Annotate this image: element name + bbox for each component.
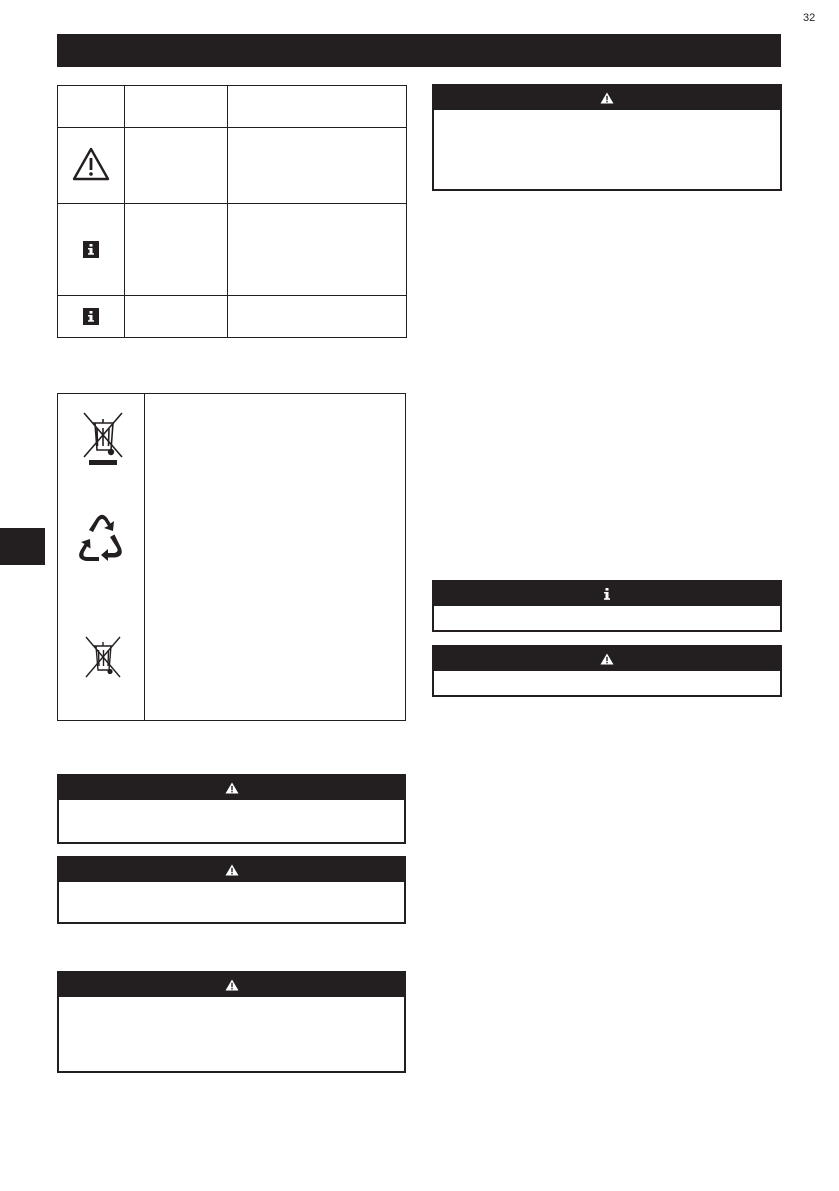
note-header [434,582,780,606]
warning-triangle-icon [600,92,614,104]
warning-header [59,776,404,800]
recycling-arrows-icon [76,512,128,564]
divider [144,394,145,720]
table-row [58,128,407,204]
table-header-cell [58,86,125,128]
warning-box [57,856,406,924]
table-cell-term [125,128,228,204]
table-header-row [58,86,407,128]
table-cell-meaning [228,128,407,204]
note-box [432,580,782,632]
table-cell-icon [58,204,125,296]
table-row [58,296,407,338]
warning-header [434,647,780,671]
table-cell-meaning [228,204,407,296]
table-cell-icon [58,128,125,204]
warning-triangle-icon [600,653,614,665]
warning-box [57,774,406,844]
info-icon [83,308,99,325]
table-cell-meaning [228,296,407,338]
warning-box [432,645,782,697]
disposal-box [57,393,406,721]
warning-box [57,971,406,1073]
warning-header [59,973,404,997]
table-header-cell [228,86,407,128]
table-cell-term [125,204,228,296]
header-bar [57,34,781,67]
table-header-cell [125,86,228,128]
crossed-out-wheeled-bin-with-bar-icon [80,410,126,468]
warning-triangle-icon [225,782,239,794]
table-cell-icon [58,296,125,338]
warning-header [59,858,404,882]
info-icon [603,588,611,600]
table-row [58,204,407,296]
info-icon [83,241,99,258]
warning-box [432,84,782,191]
crossed-out-wheeled-bin-icon [83,634,123,680]
warning-triangle-icon [225,864,239,876]
side-tab [0,528,45,565]
page-number: 32 [803,12,816,24]
table-cell-term [125,296,228,338]
symbol-table [57,85,407,338]
warning-header [434,86,780,110]
warning-triangle-icon [71,146,111,182]
warning-triangle-icon [225,979,239,991]
